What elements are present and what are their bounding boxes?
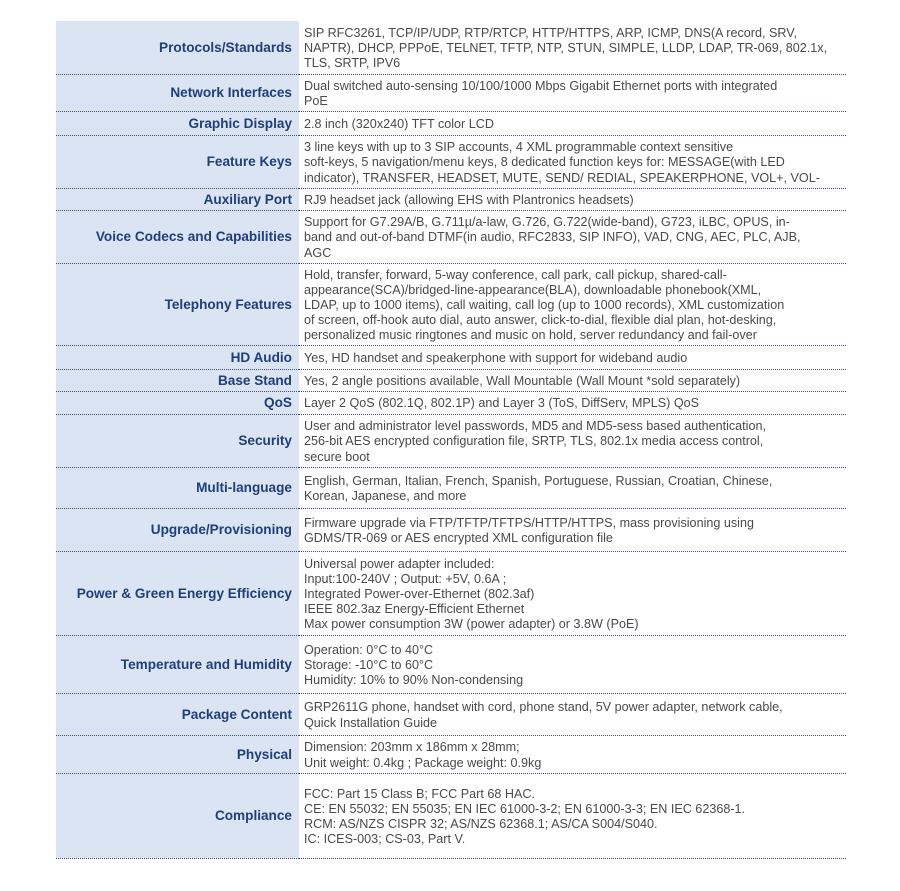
spec-label: Graphic Display — [56, 111, 299, 135]
spec-value — [299, 74, 846, 111]
spec-value — [299, 135, 846, 188]
spec-value — [299, 735, 846, 773]
spec-value-line: Storage: -10°C to 60°C — [304, 657, 434, 672]
spec-label: Security — [56, 414, 299, 467]
spec-row-base-stand — [56, 369, 846, 391]
spec-value — [299, 693, 846, 735]
spec-value-line: indicator), TRANSFER, HEADSET, MUTE, SEND/ REDIAL, SPEAKERPHONE, VOL+, VOL- — [304, 170, 820, 185]
spec-value — [299, 635, 846, 693]
spec-value-line: Support for G7.29A/B, G.711µ/a-law, G.726, G.722(wide-band), G723, iLBC, OPUS, in- — [304, 215, 790, 230]
spec-value-line: RCM: AS/NZS CISPR 32; AS/NZS 62368.1; AS/CA S004/S040. — [304, 817, 658, 832]
spec-value — [299, 467, 846, 508]
spec-value-line: English, German, Italian, French, Spanish, Portuguese, Russian, Croatian, Chinese, — [304, 473, 773, 488]
spec-value-line: SIP RFC3261, TCP/IP/UDP, RTP/RTCP, HTTP/HTTPS, ARP, ICMP, DNS(A record, SRV, — [304, 25, 797, 40]
spec-row-multi-language — [56, 467, 846, 508]
spec-table — [56, 21, 846, 859]
spec-value — [299, 263, 846, 345]
spec-label: Temperature and Humidity — [56, 635, 299, 693]
spec-row-feature-keys — [56, 135, 846, 188]
spec-row-physical — [56, 735, 846, 773]
spec-value-line: Humidity: 10% to 90% Non-condensing — [304, 673, 524, 688]
spec-value-line: secure boot — [304, 449, 370, 464]
spec-value-line: of screen, off-hook auto dial, auto answer, click-to-dial, flexible dial plan, hot-desking, — [304, 313, 777, 328]
spec-label: Network Interfaces — [56, 74, 299, 111]
spec-row-graphic-display — [56, 111, 846, 135]
spec-value-line: GDMS/TR-069 or AES encrypted XML configuration file — [304, 531, 613, 546]
spec-value-line: Max power consumption 3W (power adapter) or 3.8W (PoE) — [304, 617, 639, 632]
spec-value-line: Yes, 2 angle positions available, Wall Mountable (Wall Mount *sold separately) — [304, 373, 741, 388]
spec-value-line: Firmware upgrade via FTP/TFTP/TFTPS/HTTP/HTTPS, mass provisioning using — [304, 515, 754, 530]
spec-label: Compliance — [56, 773, 299, 858]
spec-label: QoS — [56, 391, 299, 414]
spec-label: Auxiliary Port — [56, 188, 299, 210]
spec-value-line: Korean, Japanese, and more — [304, 489, 467, 504]
spec-row-qos — [56, 391, 846, 414]
spec-value — [299, 508, 846, 551]
spec-value-line: personalized music ringtones and music on hold, server redundancy and fail-over — [304, 328, 757, 343]
spec-value — [299, 210, 846, 263]
spec-value-line: 2.8 inch (320x240) TFT color LCD — [304, 116, 494, 131]
spec-value-line: IEEE 802.3az Energy-Efficient Ethernet — [304, 602, 525, 617]
spec-value-line: AGC — [304, 245, 332, 260]
spec-value-line: appearance(SCA)/bridged-line-appearance(BLA), downloadable phonebook(XML, — [304, 282, 762, 297]
spec-value-line: Yes, HD handset and speakerphone with support for wideband audio — [304, 350, 688, 365]
spec-value-line: 256-bit AES encrypted configuration file, SRTP, TLS, 802.1x media access control, — [304, 434, 764, 449]
spec-row-voice-codecs-and-capabilities — [56, 210, 846, 263]
spec-value — [299, 21, 846, 74]
spec-value — [299, 369, 846, 391]
spec-value-line: NAPTR), DHCP, PPPoE, TELNET, TFTP, NTP, STUN, SIMPLE, LLDP, LDAP, TR-069, 802.1x, — [304, 41, 828, 56]
spec-value-line: LDAP, up to 1000 items), call waiting, call log (up to 1000 records), XML customization — [304, 297, 785, 312]
spec-label: Feature Keys — [56, 135, 299, 188]
spec-value-line: GRP2611G phone, handset with cord, phone stand, 5V power adapter, network cable, — [304, 700, 783, 715]
spec-row-package-content — [56, 693, 846, 735]
spec-label: Package Content — [56, 693, 299, 735]
spec-value-line: CE: EN 55032; EN 55035; EN IEC 61000-3-2; EN 61000-3-3; EN IEC 62368-1. — [304, 801, 746, 816]
spec-sheet — [56, 21, 846, 859]
spec-value — [299, 391, 846, 414]
spec-label: Upgrade/Provisioning — [56, 508, 299, 551]
spec-row-security — [56, 414, 846, 467]
spec-row-hd-audio — [56, 345, 846, 369]
spec-label: Power & Green Energy Efficiency — [56, 551, 299, 635]
spec-row-telephony-features — [56, 263, 846, 345]
spec-value-line: IC: ICES-003; CS-03, Part V. — [304, 832, 466, 847]
spec-row-upgrade-provisioning — [56, 508, 846, 551]
spec-value — [299, 773, 846, 858]
spec-value-line: Universal power adapter included: — [304, 556, 495, 571]
spec-value-line: Layer 2 QoS (802.1Q, 802.1P) and Layer 3 (ToS, DiffServ, MPLS) QoS — [304, 396, 700, 411]
spec-table-body — [56, 21, 846, 858]
spec-value-line: Dimension: 203mm x 186mm x 28mm; — [304, 740, 520, 755]
spec-label: Physical — [56, 735, 299, 773]
spec-value — [299, 345, 846, 369]
spec-value-line: 3 line keys with up to 3 SIP accounts, 4 XML programmable context sensitive — [304, 140, 734, 155]
spec-value-line: FCC: Part 15 Class B; FCC Part 68 HAC. — [304, 786, 535, 801]
spec-value-line: band and out-of-band DTMF(in audio, RFC2833, SIP INFO), VAD, CNG, AEC, PLC, AJB, — [304, 230, 801, 245]
spec-value-line: soft-keys, 5 navigation/menu keys, 8 dedicated function keys for: MESSAGE(with LED — [304, 155, 785, 170]
spec-label: Protocols/Standards — [56, 21, 299, 74]
spec-value-line: TLS, SRTP, IPV6 — [304, 56, 401, 71]
spec-value-line: Integrated Power-over-Ethernet (802.3af) — [304, 586, 535, 601]
spec-value-line: PoE — [304, 94, 328, 108]
spec-row-temperature-and-humidity — [56, 635, 846, 693]
spec-value-line: Input:100-240V ; Output: +5V, 0.6A ; — [304, 571, 507, 586]
spec-label: Multi-language — [56, 467, 299, 508]
spec-value — [299, 188, 846, 210]
spec-value — [299, 414, 846, 467]
spec-value-line: Hold, transfer, forward, 5-way conference, call park, call pickup, shared-call- — [304, 267, 727, 282]
spec-value-line: Unit weight: 0.4kg ; Package weight: 0.9kg — [304, 755, 542, 770]
spec-value — [299, 111, 846, 135]
spec-label: Voice Codecs and Capabilities — [56, 210, 299, 263]
spec-value-line: Operation: 0°C to 40°C — [304, 642, 434, 657]
spec-row-protocols-standards — [56, 21, 846, 74]
spec-row-power-and-green-energy-efficiency — [56, 551, 846, 635]
spec-value-line: User and administrator level passwords, MD5 and MD5-sess based authentication, — [304, 419, 766, 434]
spec-row-auxiliary-port — [56, 188, 846, 210]
spec-value — [299, 551, 846, 635]
spec-row-compliance — [56, 773, 846, 858]
spec-label: HD Audio — [56, 345, 299, 369]
spec-label: Base Stand — [56, 369, 299, 391]
spec-label: Telephony Features — [56, 263, 299, 345]
spec-value-line: Quick Installation Guide — [304, 715, 438, 730]
spec-value-line: Dual switched auto-sensing 10/100/1000 Mbps Gigabit Ethernet ports with integrated — [304, 78, 778, 93]
spec-row-network-interfaces — [56, 74, 846, 111]
spec-value-line: RJ9 headset jack (allowing EHS with Plantronics headsets) — [304, 192, 634, 207]
